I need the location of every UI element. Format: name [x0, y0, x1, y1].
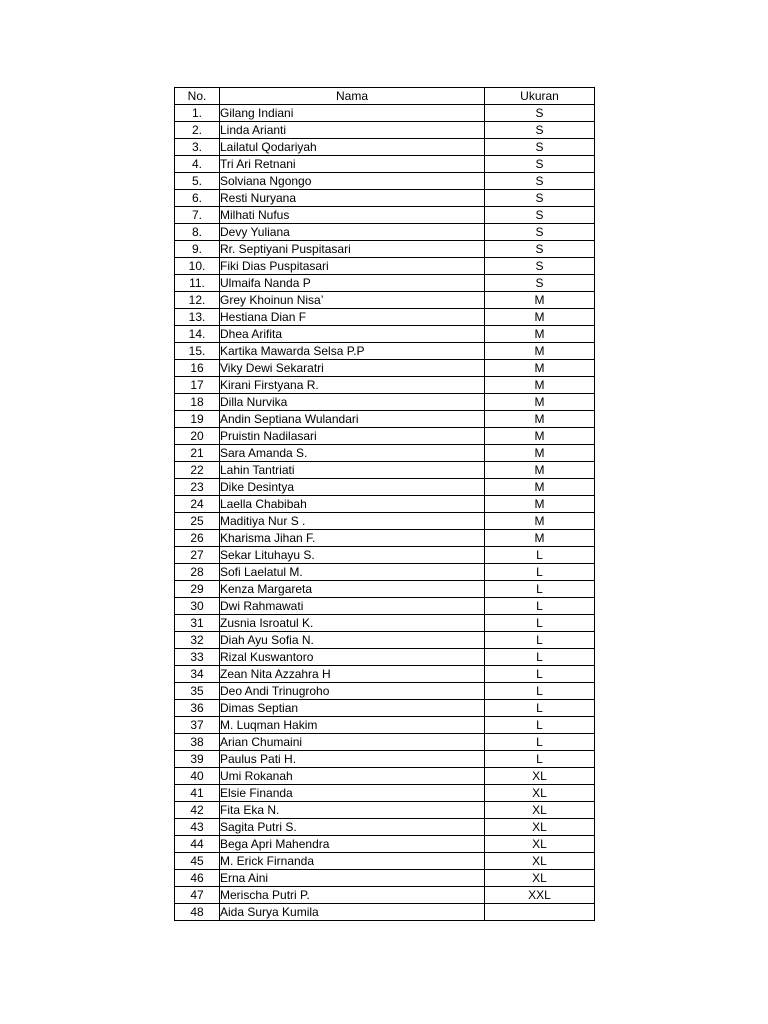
row-size: M [485, 326, 595, 343]
row-name: Tri Ari Retnani [220, 156, 485, 173]
row-number: 44 [175, 836, 220, 853]
row-size: M [485, 479, 595, 496]
row-size: M [485, 513, 595, 530]
table-row [175, 411, 595, 428]
table-row [175, 513, 595, 530]
row-size: XL [485, 819, 595, 836]
row-name: Diah Ayu Sofia N. [220, 632, 485, 649]
header-no: No. [175, 88, 220, 105]
row-size: S [485, 156, 595, 173]
row-name: Deo Andi Trinugroho [220, 683, 485, 700]
row-number: 36 [175, 700, 220, 717]
table-row [175, 377, 595, 394]
table-row [175, 445, 595, 462]
table-row [175, 360, 595, 377]
row-number: 7. [175, 207, 220, 224]
row-number: 28 [175, 564, 220, 581]
table-row [175, 428, 595, 445]
row-name: Sagita Putri S. [220, 819, 485, 836]
row-number: 15. [175, 343, 220, 360]
row-size: S [485, 190, 595, 207]
table-row [175, 496, 595, 513]
row-name: Lahin Tantriati [220, 462, 485, 479]
row-size: XL [485, 768, 595, 785]
row-number: 8. [175, 224, 220, 241]
row-number: 30 [175, 598, 220, 615]
row-number: 25 [175, 513, 220, 530]
table-row [175, 632, 595, 649]
row-size: S [485, 207, 595, 224]
row-number: 38 [175, 734, 220, 751]
row-name: Sekar Lituhayu S. [220, 547, 485, 564]
row-number: 40 [175, 768, 220, 785]
header-nama: Nama [220, 88, 485, 105]
row-name: M. Erick Firnanda [220, 853, 485, 870]
table-row [175, 904, 595, 921]
row-number: 33 [175, 649, 220, 666]
table-row [175, 122, 595, 139]
row-size: XL [485, 853, 595, 870]
row-number: 46 [175, 870, 220, 887]
row-name: Laella Chabibah [220, 496, 485, 513]
row-size: L [485, 717, 595, 734]
row-name: Arian Chumaini [220, 734, 485, 751]
row-name: Rizal Kuswantoro [220, 649, 485, 666]
table-row [175, 887, 595, 904]
row-name: Dhea Arifita [220, 326, 485, 343]
row-name: Dwi Rahmawati [220, 598, 485, 615]
table-row [175, 683, 595, 700]
row-number: 48 [175, 904, 220, 921]
row-size: L [485, 547, 595, 564]
row-size: M [485, 530, 595, 547]
row-name: Elsie Finanda [220, 785, 485, 802]
table-row [175, 717, 595, 734]
row-size: XL [485, 836, 595, 853]
row-number: 22 [175, 462, 220, 479]
table-row [175, 258, 595, 275]
row-number: 24 [175, 496, 220, 513]
row-name: Gilang Indiani [220, 105, 485, 122]
row-name: Kartika Mawarda Selsa P.P [220, 343, 485, 360]
row-name: Kharisma Jihan F. [220, 530, 485, 547]
row-size: L [485, 734, 595, 751]
row-size: M [485, 292, 595, 309]
row-number: 2. [175, 122, 220, 139]
row-number: 23 [175, 479, 220, 496]
row-size: M [485, 377, 595, 394]
table-header-row [175, 88, 595, 105]
row-size: S [485, 275, 595, 292]
row-number: 16 [175, 360, 220, 377]
row-number: 27 [175, 547, 220, 564]
row-name: Zean Nita Azzahra H [220, 666, 485, 683]
row-number: 32 [175, 632, 220, 649]
row-name: Hestiana Dian F [220, 309, 485, 326]
table-row [175, 547, 595, 564]
table-row [175, 241, 595, 258]
row-number: 26 [175, 530, 220, 547]
table-row [175, 870, 595, 887]
table-row [175, 581, 595, 598]
table-row [175, 802, 595, 819]
row-size: L [485, 598, 595, 615]
row-number: 10. [175, 258, 220, 275]
row-name: Grey Khoinun Nisa’ [220, 292, 485, 309]
row-name: Sara Amanda S. [220, 445, 485, 462]
row-name: M. Luqman Hakim [220, 717, 485, 734]
row-size: S [485, 122, 595, 139]
table-row [175, 309, 595, 326]
row-size: L [485, 632, 595, 649]
row-size: L [485, 581, 595, 598]
table-row [175, 615, 595, 632]
row-size: M [485, 360, 595, 377]
row-number: 18 [175, 394, 220, 411]
table-row [175, 785, 595, 802]
row-name: Maditiya Nur S . [220, 513, 485, 530]
table-row [175, 836, 595, 853]
table-row [175, 462, 595, 479]
table-row [175, 224, 595, 241]
table-row [175, 343, 595, 360]
row-number: 20 [175, 428, 220, 445]
row-size: M [485, 428, 595, 445]
table-row [175, 649, 595, 666]
row-number: 31 [175, 615, 220, 632]
row-name: Lailatul Qodariyah [220, 139, 485, 156]
row-number: 21 [175, 445, 220, 462]
row-name: Zusnia Isroatul K. [220, 615, 485, 632]
row-name: Resti Nuryana [220, 190, 485, 207]
table-row [175, 156, 595, 173]
row-name: Fiki Dias Puspitasari [220, 258, 485, 275]
row-name: Milhati Nufus [220, 207, 485, 224]
row-number: 45 [175, 853, 220, 870]
table-row [175, 173, 595, 190]
table-row [175, 598, 595, 615]
row-size: M [485, 462, 595, 479]
table-row [175, 853, 595, 870]
row-size: S [485, 258, 595, 275]
row-name: Devy Yuliana [220, 224, 485, 241]
row-number: 5. [175, 173, 220, 190]
row-size: L [485, 615, 595, 632]
table-row [175, 190, 595, 207]
row-size: XXL [485, 887, 595, 904]
row-number: 3. [175, 139, 220, 156]
row-name: Sofi Laelatul M. [220, 564, 485, 581]
table-row [175, 207, 595, 224]
row-number: 11. [175, 275, 220, 292]
row-name: Umi Rokanah [220, 768, 485, 785]
row-name: Bega Apri Mahendra [220, 836, 485, 853]
table-row [175, 139, 595, 156]
row-size: XL [485, 785, 595, 802]
table-row [175, 326, 595, 343]
row-size: L [485, 564, 595, 581]
row-size: M [485, 496, 595, 513]
table-row [175, 768, 595, 785]
table-row [175, 292, 595, 309]
table-row [175, 479, 595, 496]
row-size: S [485, 105, 595, 122]
row-name: Dimas Septian [220, 700, 485, 717]
row-number: 14. [175, 326, 220, 343]
row-name: Pruistin Nadilasari [220, 428, 485, 445]
row-size: M [485, 411, 595, 428]
table-row [175, 666, 595, 683]
row-size: S [485, 139, 595, 156]
row-name: Erna Aini [220, 870, 485, 887]
row-size: L [485, 649, 595, 666]
header-ukuran: Ukuran [485, 88, 595, 105]
row-size: M [485, 309, 595, 326]
row-number: 47 [175, 887, 220, 904]
row-name: Fita Eka N. [220, 802, 485, 819]
row-name: Paulus Pati H. [220, 751, 485, 768]
table-row [175, 819, 595, 836]
row-number: 17 [175, 377, 220, 394]
row-number: 1. [175, 105, 220, 122]
row-size: S [485, 173, 595, 190]
row-size: XL [485, 870, 595, 887]
row-size: L [485, 666, 595, 683]
row-number: 35 [175, 683, 220, 700]
row-name: Viky Dewi Sekaratri [220, 360, 485, 377]
row-name: Rr. Septiyani Puspitasari [220, 241, 485, 258]
row-name: Solviana Ngongo [220, 173, 485, 190]
row-name: Aida Surya Kumila [220, 904, 485, 921]
row-number: 43 [175, 819, 220, 836]
row-size: S [485, 241, 595, 258]
row-number: 37 [175, 717, 220, 734]
row-size: L [485, 700, 595, 717]
row-size [485, 904, 595, 921]
row-number: 29 [175, 581, 220, 598]
row-size: XL [485, 802, 595, 819]
table-row [175, 530, 595, 547]
row-number: 9. [175, 241, 220, 258]
table-row [175, 105, 595, 122]
table-row [175, 275, 595, 292]
row-size: L [485, 751, 595, 768]
row-size: S [485, 224, 595, 241]
row-name: Linda Arianti [220, 122, 485, 139]
table-row [175, 564, 595, 581]
row-size: M [485, 394, 595, 411]
table-row [175, 734, 595, 751]
table-row [175, 700, 595, 717]
row-number: 41 [175, 785, 220, 802]
table-row [175, 394, 595, 411]
table-body [175, 105, 595, 921]
row-name: Dilla Nurvika [220, 394, 485, 411]
row-name: Kirani Firstyana R. [220, 377, 485, 394]
size-table [174, 87, 595, 921]
row-name: Andin Septiana Wulandari [220, 411, 485, 428]
row-name: Merischa Putri P. [220, 887, 485, 904]
row-size: M [485, 445, 595, 462]
row-number: 12. [175, 292, 220, 309]
row-name: Kenza Margareta [220, 581, 485, 598]
row-number: 4. [175, 156, 220, 173]
row-number: 6. [175, 190, 220, 207]
row-name: Dike Desintya [220, 479, 485, 496]
row-name: Ulmaifa Nanda P [220, 275, 485, 292]
row-number: 42 [175, 802, 220, 819]
row-size: L [485, 683, 595, 700]
row-number: 19 [175, 411, 220, 428]
row-number: 13. [175, 309, 220, 326]
table-row [175, 751, 595, 768]
row-size: M [485, 343, 595, 360]
row-number: 34 [175, 666, 220, 683]
row-number: 39 [175, 751, 220, 768]
